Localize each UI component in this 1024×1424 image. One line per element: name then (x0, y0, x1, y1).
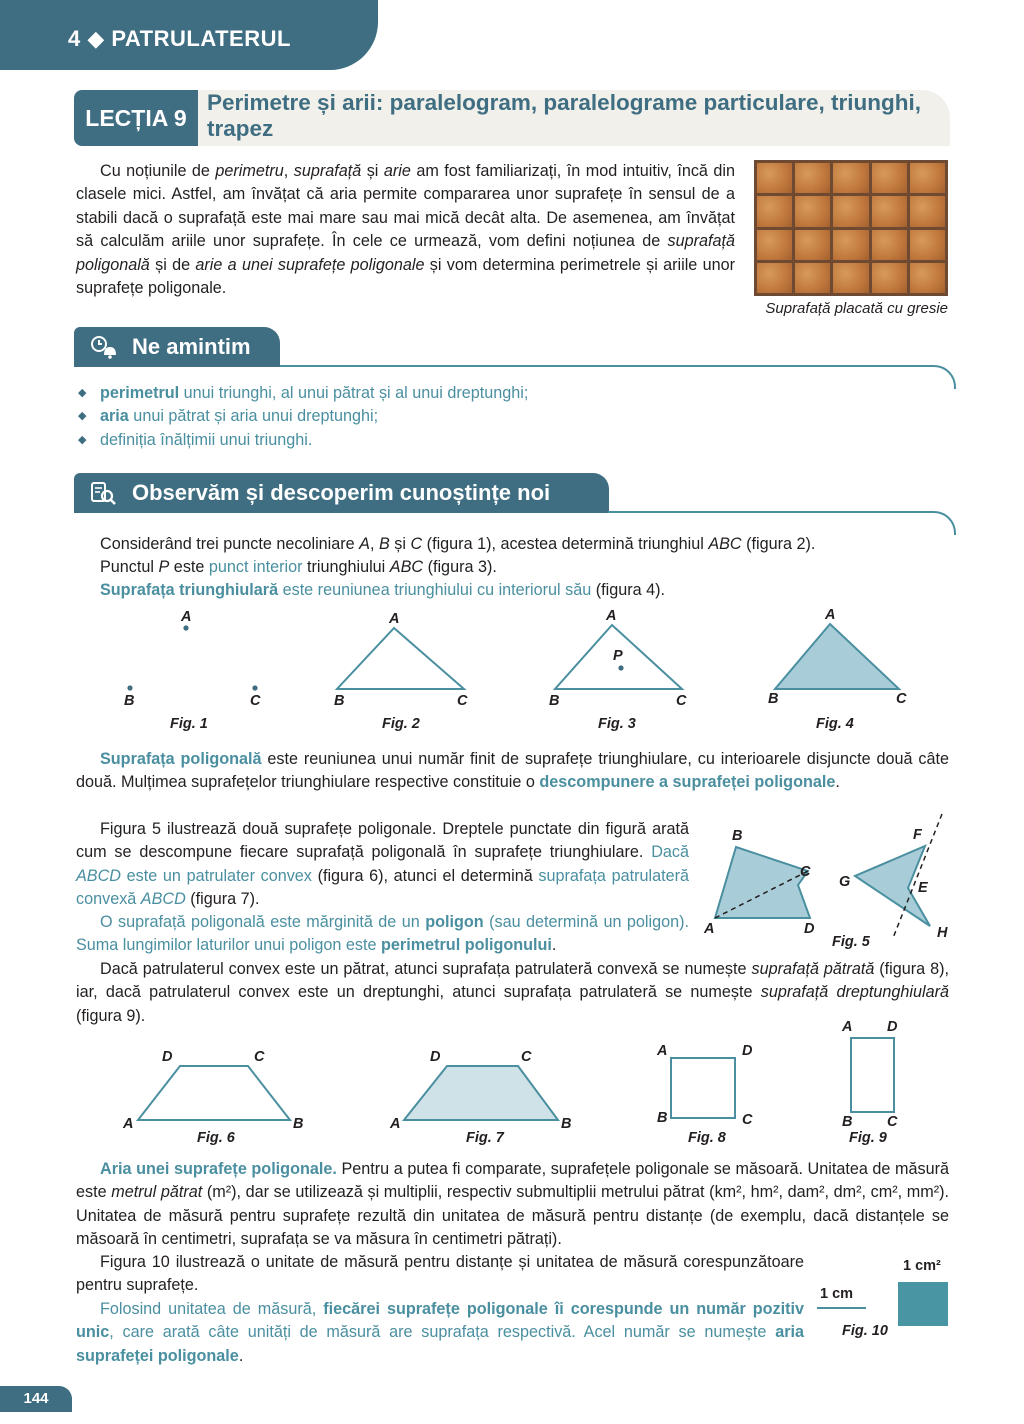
list-item: ◆ definiția înălțimii unui triunghi. (78, 429, 528, 452)
label-e: E (918, 880, 928, 896)
fig-7-label: Fig. 7 (466, 1130, 504, 1146)
label-c: C (250, 693, 261, 709)
label-f: F (913, 827, 922, 843)
label-a: A (657, 1043, 668, 1059)
fig5-paragraph: Figura 5 ilustrează două suprafețe poligonale. Dreptele punctate din figură arată cum se descompune fiecare suprafață poligonală în suprafețe triunghiulare. Dacă ABCD este un patrulater convex (figura 6), atunci el determină suprafața patrulateră convexă ABCD (figura 7). (76, 820, 689, 909)
list-item: ◆ perimetrul unui triunghi, al unui pătrat și al unui dreptunghi; (78, 382, 528, 405)
fig-3-label: Fig. 3 (598, 716, 636, 732)
chapter-title: 4 ◆ PATRULATERUL (68, 26, 291, 51)
label-b: B (334, 693, 345, 709)
page-number: 144 (0, 1386, 72, 1412)
list-item: ◆ aria unui pătrat și aria unui dreptunghi; (78, 405, 528, 428)
fig-4-label: Fig. 4 (816, 716, 854, 732)
label-b: B (561, 1116, 572, 1132)
poligon-paragraph: O suprafață poligonală este mărginită de un poligon (sau determină un poligon). Suma lungimilor laturilor unui poligon este perimetrul poligonului. (76, 913, 689, 955)
section-title: Observăm și descoperim cunoștințe noi (132, 480, 551, 505)
unit-cm-label: 1 cm (820, 1286, 854, 1302)
label-b: B (549, 693, 560, 709)
label-b: B (657, 1110, 668, 1126)
label-d: D (430, 1049, 441, 1065)
label-c: C (896, 691, 907, 707)
label-c: C (521, 1049, 532, 1065)
fig-10-label: Fig. 10 (842, 1323, 888, 1339)
fig-8-label: Fig. 8 (688, 1130, 726, 1146)
label-a: A (389, 611, 400, 627)
section-title: Ne amintim (132, 334, 251, 359)
fig-1-label: Fig. 1 (170, 716, 208, 732)
aria-paragraph: Aria unei suprafețe poligonale. Pentru a putea fi comparate, suprafețele poligonale se măsoară. Unitatea de măsură este metrul pătrat (m²), dar se utilizează și multiplii, respectiv submultiplii metrului pătrat (km², hm², dam², dm², cm², mm²). Unitatea de măsură pentru suprafețe rezultă din unitatea de măsură pentru distanțe (de exemplu, dacă distanțele se măsoară în centimetri, suprafața se va măsura în centimetri pătrați). (76, 1160, 950, 1249)
label-a: A (825, 607, 836, 623)
observam-p1: Considerând trei puncte necoliniare A, B și C (figura 1), acestea determină triunghiul ABC (figura 2). (100, 535, 816, 553)
label-d: D (887, 1019, 898, 1035)
label-b: B (293, 1116, 304, 1132)
intro-paragraph: Cu noțiunile de perimetru, suprafață și arie am fost familiarizați, în mod intuitiv, încă din clasele mici. Astfel, am învățat că aria permite compararea unor suprafețe în sensul de a stabili dacă o suprafață este mai mare sau mai mică decât alta. De asemenea, am învățat să calculăm ariile unor suprafețe. În cele ce urmează, vom defini noțiunea de suprafață poligonală și de arie a unei suprafețe poligonale și vom determina perimetrele și ariile unor suprafețe poligonale. (76, 162, 736, 298)
unit-cm2-label: 1 cm² (903, 1258, 941, 1274)
unit-square (898, 1282, 948, 1326)
label-a: A (606, 608, 617, 624)
photo-caption: Suprafață placată cu gresie (765, 300, 948, 317)
label-d: D (162, 1049, 173, 1065)
lesson-title: Perimetre și arii: paralelogram, paralelograme particulare, triunghi, trapez (207, 90, 922, 141)
fig-9-label: Fig. 9 (849, 1130, 887, 1146)
poligonala-paragraph: Suprafața poligonală este reuniunea unui număr finit de suprafețe triunghiulare, cu interioarele disjuncte două câte două. Mulțimea suprafețelor triunghiulare respective constituie o descompunere a suprafeței poligonale. (76, 750, 949, 792)
patrat-paragraph: Dacă patrulaterul convex este un pătrat, atunci suprafața patrulateră convexă se numește suprafață pătrată (figura 8), iar, dacă patrulaterul convex este un dreptunghi, atunci suprafața patrulateră se numește suprafață dreptunghiulară (figura 9). (76, 960, 949, 1025)
label-c: C (887, 1114, 898, 1130)
label-d: D (742, 1043, 753, 1059)
label-a: A (842, 1019, 853, 1035)
label-b: B (124, 693, 135, 709)
label-h: H (937, 925, 948, 941)
label-c: C (742, 1112, 753, 1128)
fig-6-label: Fig. 6 (197, 1130, 235, 1146)
label-a: A (181, 609, 192, 625)
observam-p2: Punctul P este punct interior triunghiului ABC (figura 3). (100, 558, 497, 576)
label-a: A (123, 1116, 134, 1132)
label-a: A (704, 921, 715, 937)
observam-p3: Suprafața triunghiulară este reuniunea triunghiului cu interiorul său (figura 4). (100, 581, 666, 599)
label-c: C (800, 864, 811, 880)
final-paragraph: Folosind unitatea de măsură, fiecărei suprafețe poligonale îi corespunde un număr pozitiv unic, care arată câte unități de măsură are suprafața respectivă. Acel număr se numește aria suprafeței poligonale. (76, 1300, 804, 1365)
fig-5-label: Fig. 5 (832, 934, 870, 950)
label-c: C (676, 693, 687, 709)
fig-2-label: Fig. 2 (382, 716, 420, 732)
label-a: A (390, 1116, 401, 1132)
fig10-paragraph: Figura 10 ilustrează o unitate de măsură pentru distanțe și unitatea de măsură corespunzătoare pentru suprafețe. (76, 1253, 804, 1295)
label-c: C (457, 693, 468, 709)
label-b: B (842, 1114, 853, 1130)
label-g: G (839, 874, 851, 890)
label-c: C (254, 1049, 265, 1065)
label-d: D (804, 921, 815, 937)
label-b: B (732, 828, 743, 844)
label-p: P (613, 648, 623, 664)
lesson-label: LECȚIA 9 (74, 90, 198, 146)
label-b: B (768, 691, 779, 707)
